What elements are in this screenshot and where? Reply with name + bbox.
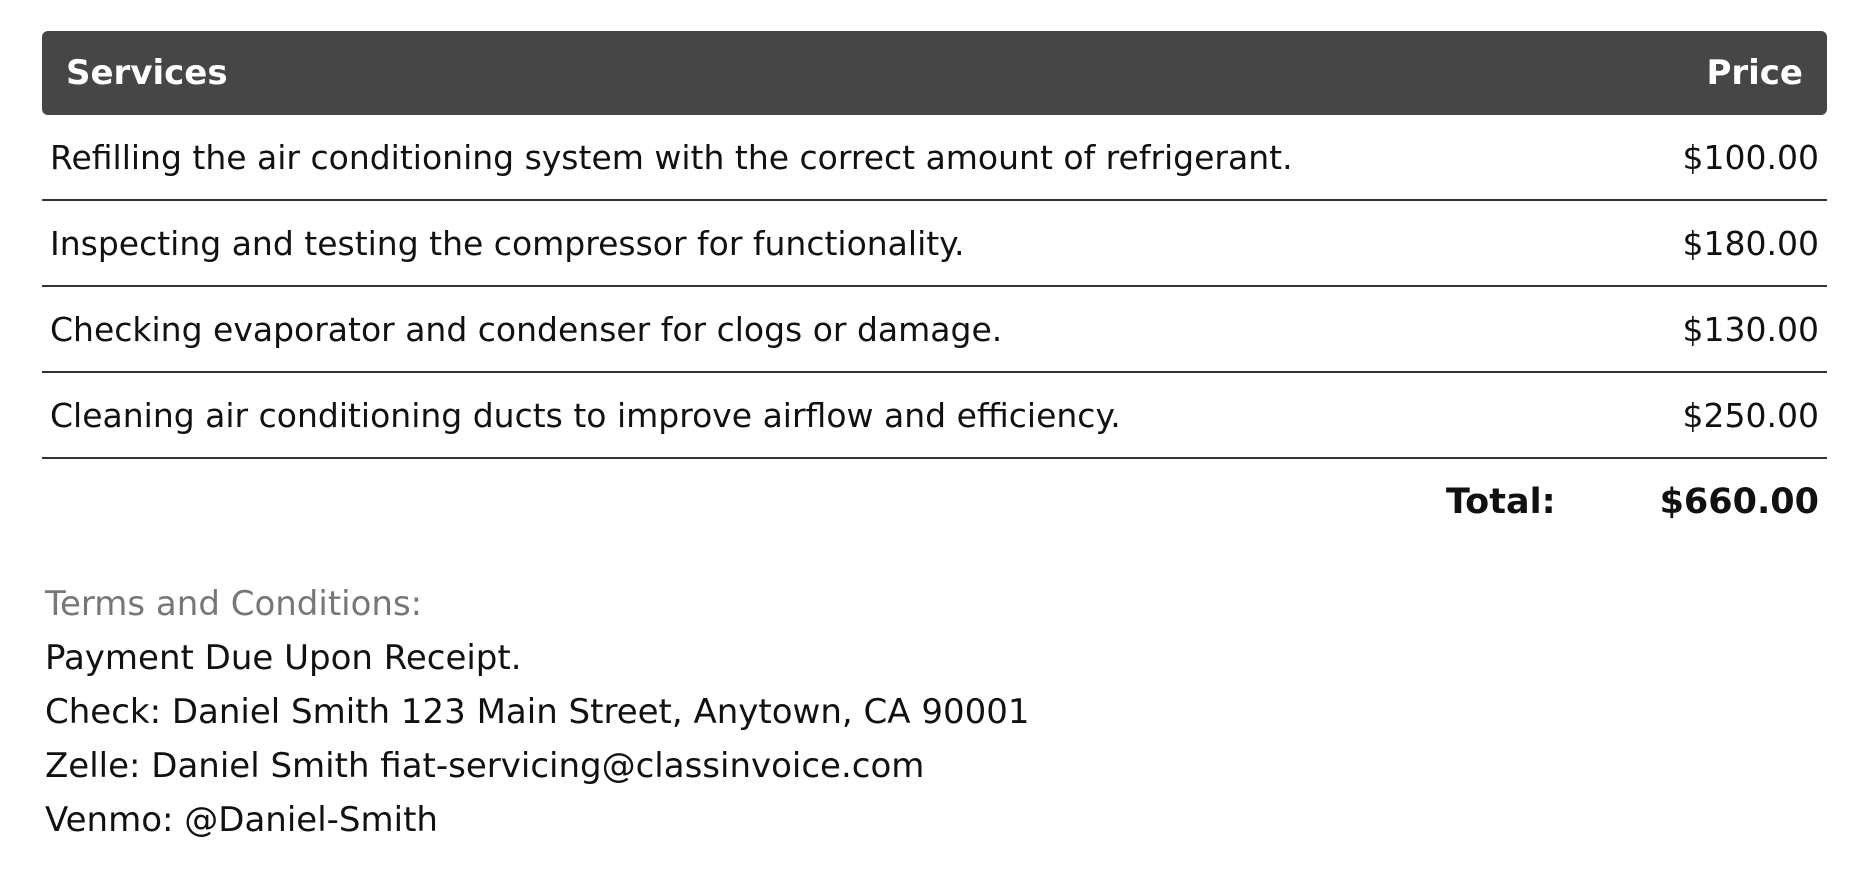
- terms-line-payment-due: Payment Due Upon Receipt.: [45, 638, 522, 678]
- table-row: [42, 115, 1827, 201]
- terms-line-zelle: Zelle: Daniel Smith fiat-servicing@classinvoice.com: [45, 746, 925, 786]
- service-description: Refilling the air conditioning system with the correct amount of refrigerant.: [50, 137, 1293, 177]
- service-price: $250.00: [1682, 395, 1819, 435]
- services-column-header: Services: [66, 53, 228, 93]
- service-description: Inspecting and testing the compressor for functionality.: [50, 223, 965, 263]
- service-price: $180.00: [1682, 223, 1819, 263]
- service-description: Cleaning air conditioning ducts to improve airflow and efficiency.: [50, 395, 1121, 435]
- terms-line-check: Check: Daniel Smith 123 Main Street, Anytown, CA 90001: [45, 692, 1030, 732]
- total-label: Total:: [1445, 482, 1556, 522]
- total-row: [42, 459, 1827, 545]
- price-column-header: Price: [1706, 53, 1803, 93]
- services-table: [42, 31, 1827, 545]
- service-description: Checking evaporator and condenser for clogs or damage.: [50, 309, 1003, 349]
- table-header: [42, 31, 1827, 115]
- table-row: [42, 373, 1827, 459]
- terms-line-venmo: Venmo: @Daniel-Smith: [45, 800, 438, 840]
- service-price: $100.00: [1682, 137, 1819, 177]
- table-row: [42, 201, 1827, 287]
- terms-title: Terms and Conditions:: [45, 584, 423, 624]
- table-row: [42, 287, 1827, 373]
- service-price: $130.00: [1682, 309, 1819, 349]
- terms-section: [45, 577, 1029, 847]
- total-value: $660.00: [1659, 482, 1819, 522]
